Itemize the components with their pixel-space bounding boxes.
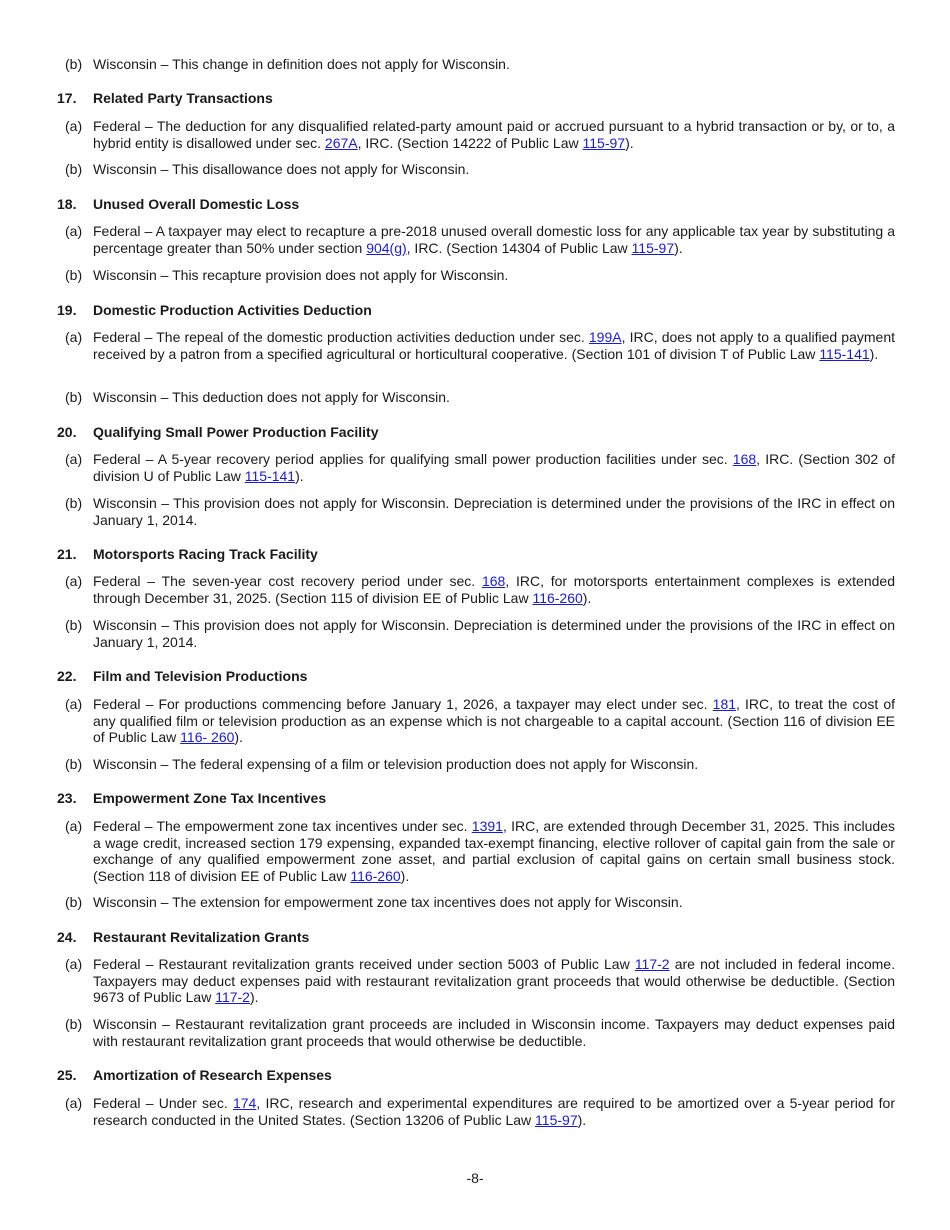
- list-item: [65, 818, 895, 884]
- list-item: [65, 956, 895, 1006]
- section-title: Domestic Production Activities Deduction: [93, 302, 372, 318]
- law-reference-link[interactable]: 1391: [471, 818, 503, 834]
- law-reference-link[interactable]: 116-260: [350, 867, 401, 884]
- text-segment: ).: [869, 345, 879, 362]
- text-segment: ).: [577, 1111, 587, 1128]
- law-reference-link[interactable]: 116-260: [532, 589, 583, 606]
- section-title: Empowerment Zone Tax Incentives: [93, 790, 327, 806]
- page-number: -8-: [466, 1170, 484, 1186]
- law-reference-link[interactable]: 115-97: [582, 134, 626, 151]
- law-reference-link[interactable]: 115-141: [244, 467, 296, 484]
- item-label: (b): [65, 1016, 83, 1032]
- text-segment: , IRC. (Section 14222 of Public Law: [357, 134, 583, 151]
- section-number: 25.: [57, 1067, 77, 1083]
- section-title: Related Party Transactions: [93, 90, 273, 106]
- list-item: [65, 573, 895, 606]
- text-segment: Federal – The deduction for any disqualified related-party amount paid or accrued pursuant to a hybrid transaction or by, or to, a hybrid entity is disallowed under sec.: [93, 118, 895, 151]
- list-item: [65, 161, 895, 178]
- text-segment: Federal – The empowerment zone tax incentives under sec.: [93, 818, 472, 834]
- section-number: 18.: [57, 196, 77, 212]
- list-item: [65, 329, 896, 362]
- section-title: Film and Television Productions: [93, 668, 308, 684]
- text-segment: ).: [674, 239, 683, 256]
- text-segment: , IRC, for motorsports entertainment complexes is extended through December 31, 2025. (Section 115 of division EE of Public Law: [93, 573, 895, 606]
- item-label: (a): [65, 696, 83, 712]
- intro-item: [65, 56, 895, 73]
- text-segment: Federal – Under sec.: [93, 1095, 233, 1111]
- item-text: [93, 389, 895, 406]
- item-text: [93, 696, 895, 746]
- list-item: [65, 389, 895, 406]
- text-segment: Federal – Restaurant revitalization grants received under section 5003 of Public Law: [93, 956, 635, 972]
- list-item: [65, 451, 896, 484]
- item-text: [93, 617, 895, 650]
- law-reference-link[interactable]: 117-2: [215, 989, 250, 1005]
- text-segment: ).: [295, 467, 304, 484]
- law-reference-link[interactable]: 115-97: [631, 239, 675, 256]
- item-text: [93, 495, 895, 528]
- item-text: [93, 573, 895, 606]
- item-label: (a): [65, 573, 83, 589]
- text-segment: ).: [582, 589, 592, 606]
- text-segment: Wisconsin – This provision does not apply for Wisconsin. Depreciation is determined under the provisions of the IRC in effect on January 1, 2014.: [93, 495, 895, 528]
- law-reference-link[interactable]: 174: [232, 1095, 257, 1111]
- section-title: Unused Overall Domestic Loss: [93, 196, 300, 212]
- section-number: 17.: [57, 90, 77, 106]
- item-text: [93, 161, 895, 178]
- section-title: Amortization of Research Expenses: [93, 1067, 332, 1083]
- item-label: (b): [65, 617, 83, 633]
- text-segment: Wisconsin – This provision does not apply for Wisconsin. Depreciation is determined under the provisions of the IRC in effect on January 1, 2014.: [93, 617, 895, 650]
- section-number: 23.: [57, 790, 77, 806]
- text-segment: , IRC. (Section 14304 of Public Law: [406, 239, 632, 256]
- item-label: (b): [65, 756, 83, 772]
- item-text: [93, 818, 895, 884]
- text-segment: Wisconsin – Restaurant revitalization grant proceeds are included in Wisconsin income. Taxpayers may deduct expenses paid with restaurant revitalization grant proceeds that would otherwise be deductible.: [93, 1016, 895, 1049]
- text-segment: Federal – For productions commencing before January 1, 2026, a taxpayer may elect under sec.: [93, 696, 713, 712]
- item-label: (b): [65, 267, 83, 283]
- list-item: [65, 696, 895, 746]
- list-item: [65, 118, 895, 151]
- list-item: [65, 756, 895, 773]
- text-segment: ).: [234, 729, 243, 745]
- section-number: 24.: [57, 929, 77, 945]
- text-segment: Federal – A taxpayer may elect to recapture a pre-2018 unused overall domestic loss for any applicable tax year by substituting a percentage greater than 50% under section: [93, 223, 895, 256]
- text-segment: Federal – A 5-year recovery period applies for qualifying small power production facilities under sec.: [93, 451, 733, 467]
- text-segment: , IRC, to treat the cost of any qualified film or television production as an expense which is not chargeable to a capital account. (Section 116 of division EE of Public Law: [93, 696, 895, 745]
- item-text: [93, 329, 895, 362]
- item-text: [93, 756, 895, 773]
- section-number: 21.: [57, 546, 77, 562]
- item-label: (b): [65, 389, 83, 405]
- law-reference-link[interactable]: 181: [712, 696, 737, 712]
- list-item: [65, 267, 895, 284]
- text-segment: Federal – The seven-year cost recovery period under sec.: [93, 573, 482, 589]
- text-segment: Federal – The repeal of the domestic production activities deduction under sec.: [93, 329, 589, 345]
- text-segment: , IRC, does not apply to a qualified payment received by a patron from a specified agricultural or horticultural cooperative. (Section 101 of division T of Public Law: [93, 329, 896, 362]
- section-title: Motorsports Racing Track Facility: [93, 546, 318, 562]
- item-label: (a): [65, 1095, 83, 1111]
- item-label: (a): [65, 223, 83, 239]
- law-reference-link[interactable]: 115-97: [535, 1111, 578, 1128]
- item-label: (b): [65, 495, 83, 511]
- section-number: 20.: [57, 424, 77, 440]
- item-text: [93, 451, 895, 484]
- item-label: (a): [65, 451, 83, 467]
- text-segment: ).: [400, 867, 410, 884]
- text-segment: ).: [249, 989, 259, 1005]
- item-text: [93, 223, 895, 256]
- law-reference-link[interactable]: 115-141: [819, 345, 870, 362]
- law-reference-link[interactable]: 904(g): [366, 239, 407, 256]
- text-segment: Wisconsin – This deduction does not apply for Wisconsin.: [93, 389, 450, 405]
- text-segment: Wisconsin – This disallowance does not apply for Wisconsin.: [93, 161, 470, 177]
- item-text: [93, 56, 895, 73]
- text-segment: are not included in federal income. Taxpayers may deduct expenses paid with restaurant revitalization grant proceeds that would otherwise be deductible. (Section 9673 of Public Law: [93, 956, 895, 1005]
- item-text: [93, 1016, 895, 1049]
- law-reference-link[interactable]: 116- 260: [180, 729, 235, 745]
- law-reference-link[interactable]: 168: [732, 451, 757, 467]
- law-reference-link[interactable]: 168: [481, 573, 506, 589]
- list-item: [65, 495, 895, 528]
- list-item: [65, 617, 895, 650]
- item-label: (b): [65, 56, 83, 72]
- list-item: [65, 223, 895, 256]
- text-segment: , IRC. (Section 302 of division U of Public Law: [93, 451, 896, 484]
- item-label: (a): [65, 956, 83, 972]
- item-label: (b): [65, 894, 83, 910]
- text-segment: Wisconsin – The extension for empowerment zone tax incentives does not apply for Wisconsin.: [93, 894, 683, 910]
- item-text: [93, 1095, 895, 1128]
- item-label: (a): [65, 818, 83, 834]
- list-item: [65, 1095, 896, 1128]
- section-number: 19.: [57, 302, 77, 318]
- text-segment: , IRC, are extended through December 31, 2025. This includes a wage credit, increased section 179 expensing, expanded tax-exempt financing, elective rollover of capital gain from the sale or exchange of any qualified empowerment zone asset, and partial exclusion of capital gains on certain small business stock. (Section 118 of division EE of Public Law: [93, 818, 895, 884]
- law-reference-link[interactable]: 117-2: [634, 956, 670, 972]
- item-text: [93, 118, 895, 151]
- section-title: Restaurant Revitalization Grants: [93, 929, 310, 945]
- item-label: (a): [65, 329, 83, 345]
- text-segment: ).: [625, 134, 634, 151]
- text-segment: Wisconsin – This change in definition does not apply for Wisconsin.: [93, 56, 510, 72]
- item-text: [93, 267, 895, 284]
- section-number: 22.: [57, 668, 77, 684]
- law-reference-link[interactable]: 199A: [588, 329, 622, 345]
- item-text: [93, 894, 895, 911]
- item-label: (a): [65, 118, 83, 134]
- text-segment: , IRC, research and experimental expenditures are required to be amortized over a 5-year period for research conducted in the United States. (Section 13206 of Public Law: [93, 1095, 896, 1128]
- item-label: (b): [65, 161, 83, 177]
- text-segment: Wisconsin – This recapture provision does not apply for Wisconsin.: [93, 267, 509, 283]
- section-title: Qualifying Small Power Production Facility: [93, 424, 379, 440]
- text-segment: Wisconsin – The federal expensing of a film or television production does not apply for Wisconsin.: [93, 756, 699, 772]
- list-item: [65, 1016, 895, 1049]
- list-item: [65, 894, 895, 911]
- law-reference-link[interactable]: 267A: [324, 134, 358, 151]
- item-text: [93, 956, 895, 1006]
